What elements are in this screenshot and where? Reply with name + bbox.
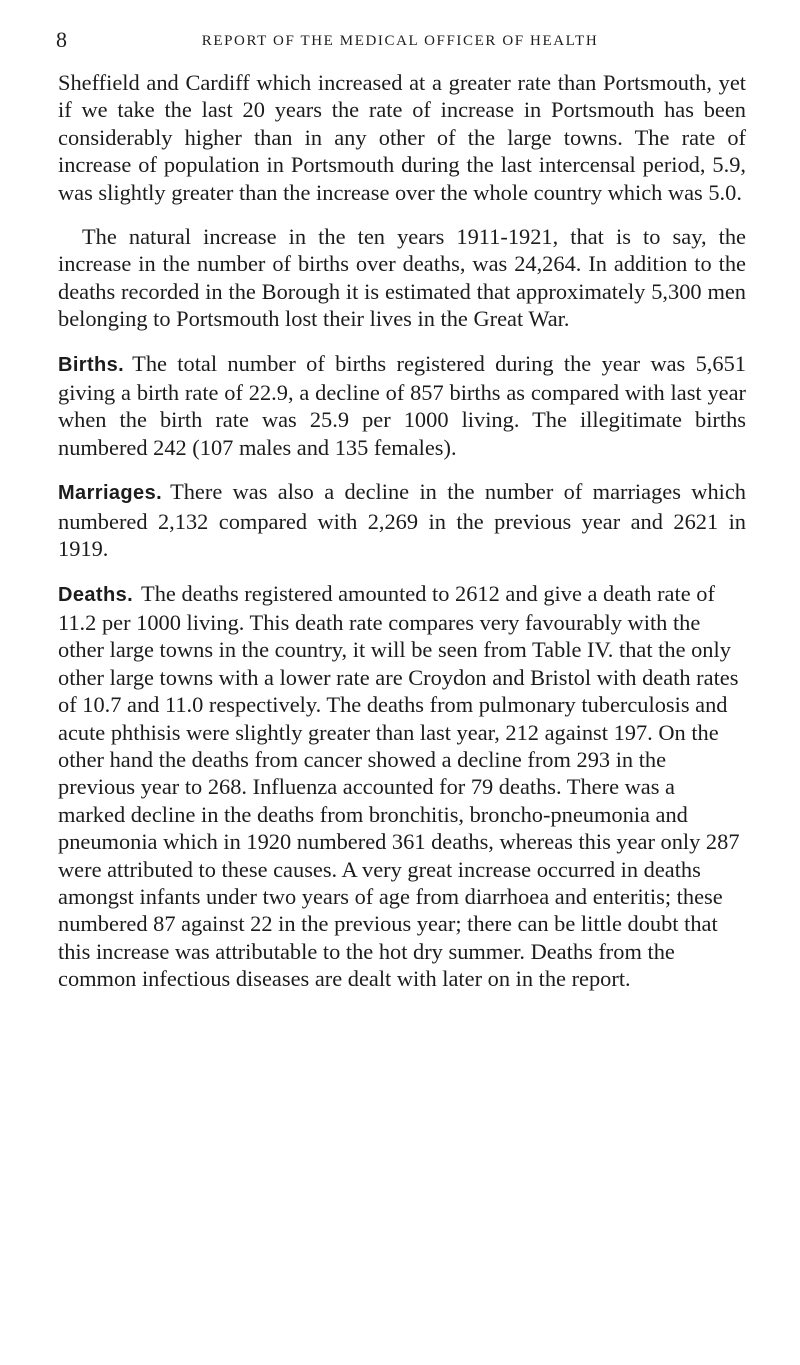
paragraph-text: The total number of births registered during the year was 5,651 giving a birth rate of 22.9, a decline of 857 births as compared with last year when the birth rate was 25.9 per 1000 living. The illegitimate births numbered 242 (107 males and 135 females).	[58, 350, 746, 460]
running-head: REPORT OF THE MEDICAL OFFICER OF HEALTH	[201, 33, 599, 49]
paragraph-natural-increase	[58, 223, 746, 333]
paragraph-text: The natural increase in the ten years 1911-1921, that is to say, the increase in the number of births over deaths, was 24,264. In addition to the deaths recorded in the Borough it is estimated that approximately 5,300 men belonging to Portsmouth lost their lives in the Great War.	[58, 224, 746, 332]
paragraph-text: Sheffield and Cardiff which increased at a greater rate than Portsmouth, yet if we take the last 20 years the rate of increase in Portsmouth has been considerably higher than in any other of the large towns. The rate of increase of population in Portsmouth during the last intercensal period, 5.9, was slightly greater than the increase over the whole country which was 5.0.	[58, 70, 746, 205]
paragraph-marriages	[58, 478, 746, 562]
paragraph-births	[58, 350, 746, 462]
paragraph-text: The deaths registered amounted to 2612 and give a death rate of 11.2 per 1000 living. This death rate compares very favourably with the other large towns in the country, it will be seen from Table IV. that the only other large towns with a lower rate are Croydon and Bristol with death rates of 10.7 and 11.0 respectively. The deaths from pulmonary tuberculosis and acute phthisis were slightly greater than last year, 212 against 197. On the other hand the deaths from cancer showed a decline from 293 in the previous year to 268. Influenza accounted for 79 deaths. There was a marked decline in the deaths from bronchitis, broncho-pneumonia and pneumonia which in 1920 numbered 361 deaths, whereas this year only 287 were attributed to these causes. A very great increase occurred in deaths amongst infants under two years of age from diarrhoea and enteritis; these numbered 87 against 22 in the previous year; there can be little doubt that this increase was attributable to the hot dry summer. Deaths from the common infectious diseases are dealt with later on in the report.	[58, 580, 740, 992]
page-number: 8	[56, 27, 67, 52]
paragraph-deaths	[58, 580, 746, 993]
births-heading: Births.	[58, 353, 125, 376]
marriages-heading: Marriages.	[58, 482, 163, 505]
body-text	[58, 69, 746, 1010]
paragraph-text: There was also a decline in the number of marriages which numbered 2,132 compared with 2,269 in the previous year and 2621 in 1919.	[58, 479, 746, 562]
paragraph-population	[58, 69, 746, 206]
deaths-heading: Deaths.	[58, 583, 134, 606]
